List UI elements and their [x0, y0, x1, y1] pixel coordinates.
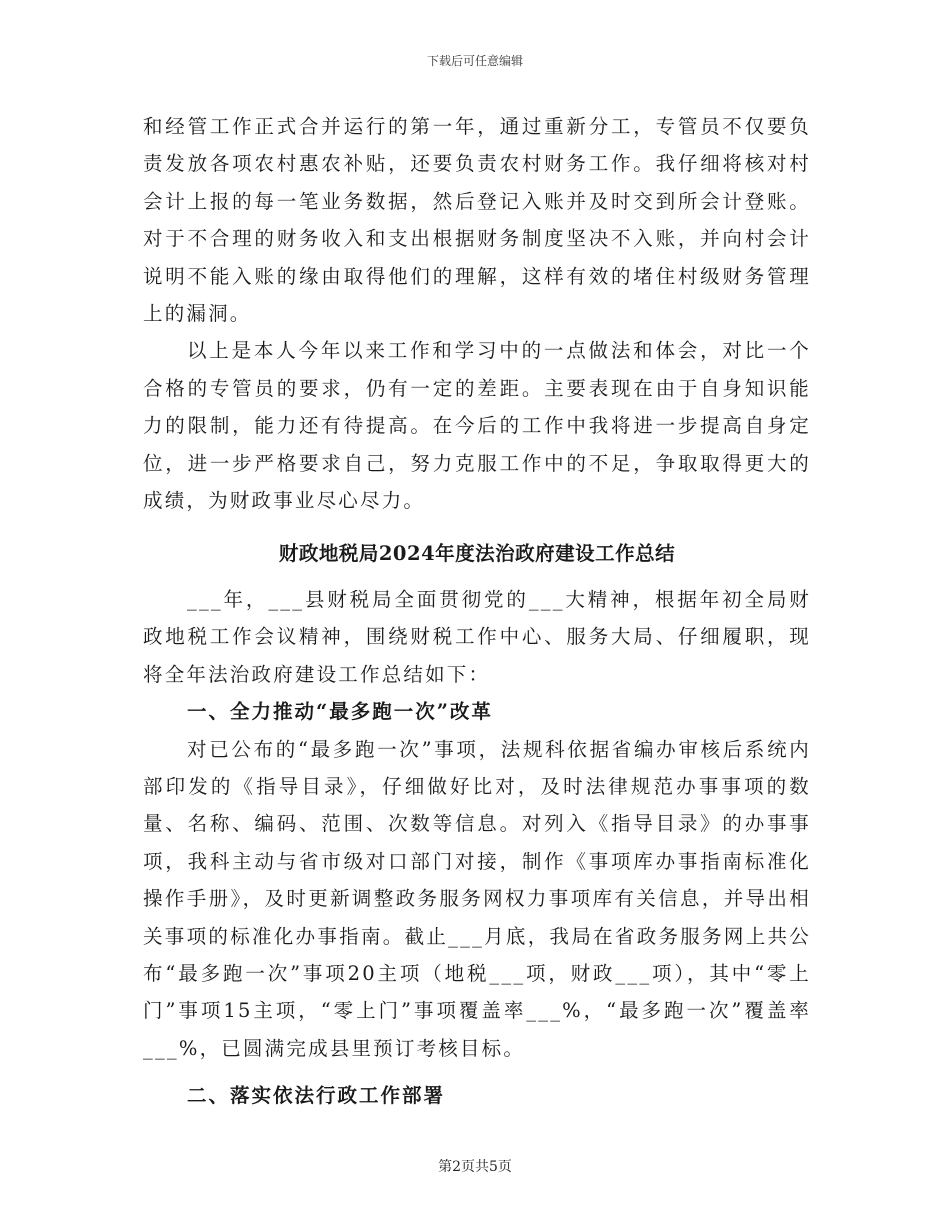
- paragraph-reform-details: 对已公布的“最多跑一次”事项，法规科依据省编办审核后系统内部印发的《指导目录》，仔细做好比对，及时法律规范办事事项的数量、名称、编码、范围、次数等信息。对列入《指导目录》的办事事项，我科主动与省市级对口部门对接，制作《事项库办事指南标准化操作手册》，及时更新调整政务服务网权力事项库有关信息，并导出相关事项的标准化办事指南。截止___月底，我局在省政务服务网上共公布“最多跑一次”事项20主项（地税___项，财政___项），其中“零上门”事项15主项，“零上门”事项覆盖率___%，“最多跑一次”覆盖率___%，已圆满完成县里预订考核目标。: [143, 737, 811, 1060]
- paragraph-self-assessment: 以上是本人今年以来工作和学习中的一点做法和体会，对比一个合格的专管员的要求，仍有一定的差距。主要表现在由于自身知识能力的限制，能力还有待提高。在今后的工作中我将进一步提高自身定位，进一步严格要求自己，努力克服工作中的不足，争取取得更大的成绩，为财政事业尽心尽力。: [143, 339, 811, 513]
- document-body: [143, 108, 811, 1115]
- page-header-note: 下载后可任意编辑: [426, 54, 523, 68]
- paragraph-finance-work: 和经管工作正式合并运行的第一年，通过重新分工，专管员不仅要负责发放各项农村惠农补贴，还要负责农村财务工作。我仔细将核对村会计上报的每一笔业务数据，然后登记入账并及时交到所会计登账。对于不合理的财务收入和支出根据财务制度坚决不入账，并向村会计说明不能入账的缘由取得他们的理解，这样有效的堵住村级财务管理上的漏洞。: [143, 115, 811, 326]
- page-number: 第2页共5页: [438, 1159, 512, 1175]
- section-heading-administration: 二、落实依法行政工作部署: [187, 1084, 446, 1108]
- document-title: 财政地税局2024年度法治政府建设工作总结: [278, 542, 676, 566]
- paragraph-introduction: ___年，___县财税局全面贯彻党的___大精神，根据年初全局财政地税工作会议精神，围绕财税工作中心、服务大局、仔细履职，现将全年法治政府建设工作总结如下：: [143, 587, 811, 686]
- section-heading-reform: 一、全力推动“最多跑一次”改革: [187, 700, 493, 724]
